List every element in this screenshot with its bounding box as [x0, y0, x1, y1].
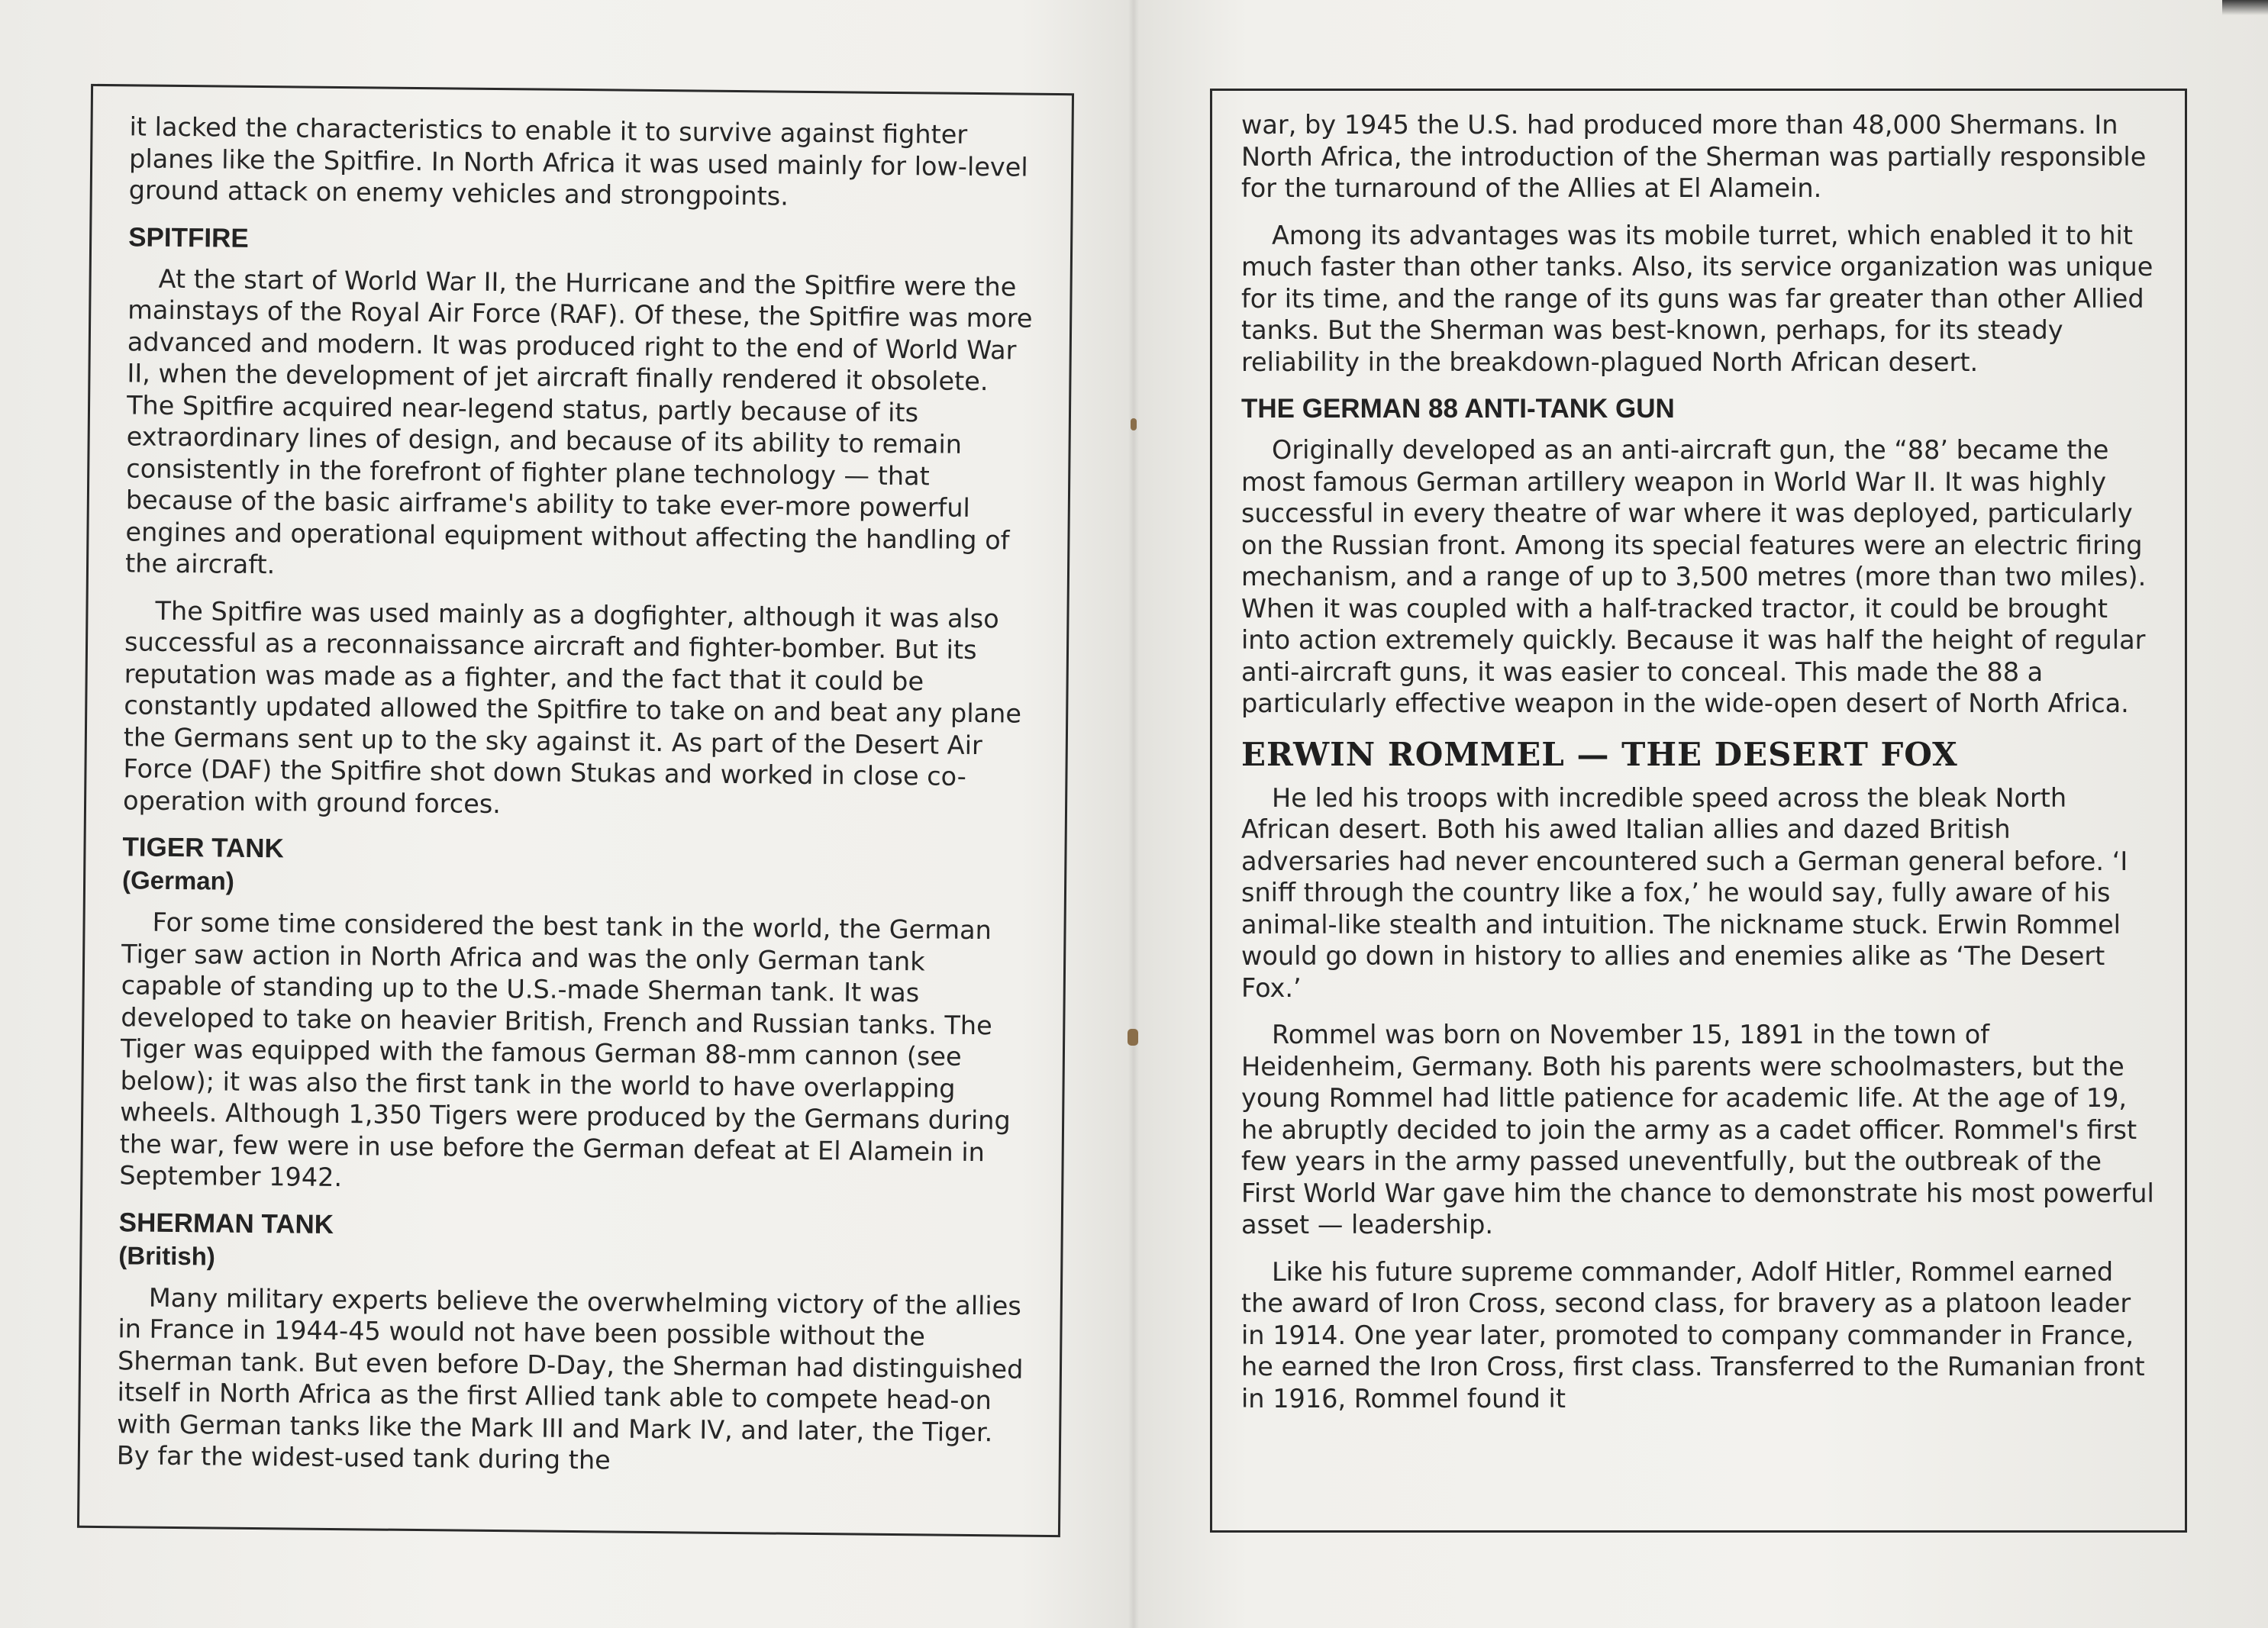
staple-bottom [1128, 1029, 1138, 1046]
gun-heading: THE GERMAN 88 ANTI-TANK GUN [1241, 394, 1675, 424]
dark-corner [2222, 0, 2268, 15]
rommel-paragraph-2: Rommel was born on November 15, 1891 in the town of Heidenheim, Germany. Both his parents were schoolmasters, but the young Rommel had little patience for academic life. At the age of 19, he abruptly decided to join the army as a cadet officer. Rommel's first few years in the army passed uneventfully, but the outbreak of the First World War gave him the chance to demonstrate his most powerful asset — leadership. [1241, 1020, 2154, 1240]
tiger-heading: TIGER TANK [122, 832, 284, 864]
right-page [1210, 89, 2187, 1533]
tiger-paragraph: For some time considered the best tank in the world, the German Tiger saw action in North Africa and was the only German tank capable of standing up to the U.S.-made Sherman tank. It was developed to take on heavier British, French and Russian tanks. The Tiger was equipped with the famous German 88-mm cannon (see below); it was also the first tank in the world to have overlapping wheels. Although 1,350 Tigers were produced by the Germans during the war, few were in use before the German defeat at El Alamein in September 1942. [119, 907, 1011, 1193]
gun-paragraph: Originally developed as an anti-aircraft gun, the “88’ became the most famous German artillery weapon in World War II. It was highly successful in every theatre of war where it was deployed, particularly on the Russian front. Among its special features were an electric firing mechanism, and a range of up to 3,500 metres (more than two miles). When it was coupled with a half-tracked tractor, it could be brought into action extremely quickly. Because it was half the height of regular anti-aircraft guns, it was easier to conceal. This made the 88 a particularly effective weapon in the wide-open desert of North Africa. [1241, 435, 2147, 718]
left-page [77, 84, 1074, 1537]
spitfire-heading: SPITFIRE [128, 221, 249, 253]
spitfire-paragraph-2: The Spitfire was used mainly as a dogfighter, although it was also successful as a reconnaissance aircraft and fighter-bomber. But its reputation was made as a fighter, and the fact that it could be constantly updated allowed the Spitfire to take on and beat any plane the Germans sent up to the sky against it. As part of the Desert Air Force (DAF) the Spitfire shot down Stukas and worked in close co-operation with ground forces. [122, 595, 1022, 819]
rommel-heading: ERWIN ROMMEL — THE DESERT FOX [1241, 735, 1958, 773]
spitfire-paragraph-1: At the start of World War II, the Hurricane and the Spitfire were the mainstays of the Royal Air Force (RAF). Of these, the Spitfire was more advanced and modern. It was produced right to the end of World War II, when the development of jet aircraft finally rendered it obsolete. The Spitfire acquired near-legend status, partly because of its extraordinary lines of design, and because of its ability to remain consistently in the forefront of fighter plane technology — that because of the basic airframe's ability to take ever-more powerful engines and operational equipment without affecting the handling of the aircraft. [124, 263, 1033, 580]
sherman-advantages-paragraph: Among its advantages was its mobile turret, which enabled it to hit much faster than other tanks. Also, its service organization was unique for its time, and the range of its guns was far greater than other Allied tanks. But the Sherman was best-known, perhaps, for its steady reliability in the breakdown-plagued North African desert. [1241, 220, 2153, 377]
sherman-continued-paragraph: war, by 1945 the U.S. had produced more than 48,000 Shermans. In North Africa, the introduction of the Sherman was partially responsible for the turnaround of the Allies at El Alamein. [1241, 110, 2147, 203]
intro-paragraph: it lacked the characteristics to enable it to survive against fighter planes like the Spitfire. In North Africa it was used mainly for low-level ground attack on enemy vehicles and strongpoints. [128, 111, 1028, 211]
tiger-subheading: (German) [121, 866, 234, 895]
sherman-paragraph: Many military experts believe the overwhelming victory of the allies in France in 1944-45 would not have been possible without the Sherman tank. But even before D-Day, the Sherman had distinguished itself in North Africa as the first Allied tank able to compete head-on with German tanks like the Mark III and Mark IV, and later, the Tiger. By far the widest-used tank during the [116, 1282, 1024, 1475]
center-fold [1128, 0, 1139, 1628]
sherman-heading: SHERMAN TANK [118, 1207, 334, 1240]
rommel-paragraph-1: He led his troops with incredible speed across the bleak North African desert. Both his awed Italian allies and dazed British adversaries had never encountered such a German general before. ‘I sniff through the country like a fox,’ he would say, fully aware of his animal-like stealth and intuition. The nickname stuck. Erwin Rommel would go down in history to allies and enemies alike as ‘The Desert Fox.’ [1241, 782, 2128, 1003]
staple-top [1131, 418, 1137, 430]
sherman-subheading: (British) [118, 1240, 216, 1270]
rommel-paragraph-3: Like his future supreme commander, Adolf Hitler, Rommel earned the award of Iron Cross, second class, for bravery as a platoon leader in 1914. One year later, promoted to company commander in France, he earned the Iron Cross, first class. Transferred to the Rumanian front in 1916, Rommel found it [1241, 1256, 2145, 1414]
